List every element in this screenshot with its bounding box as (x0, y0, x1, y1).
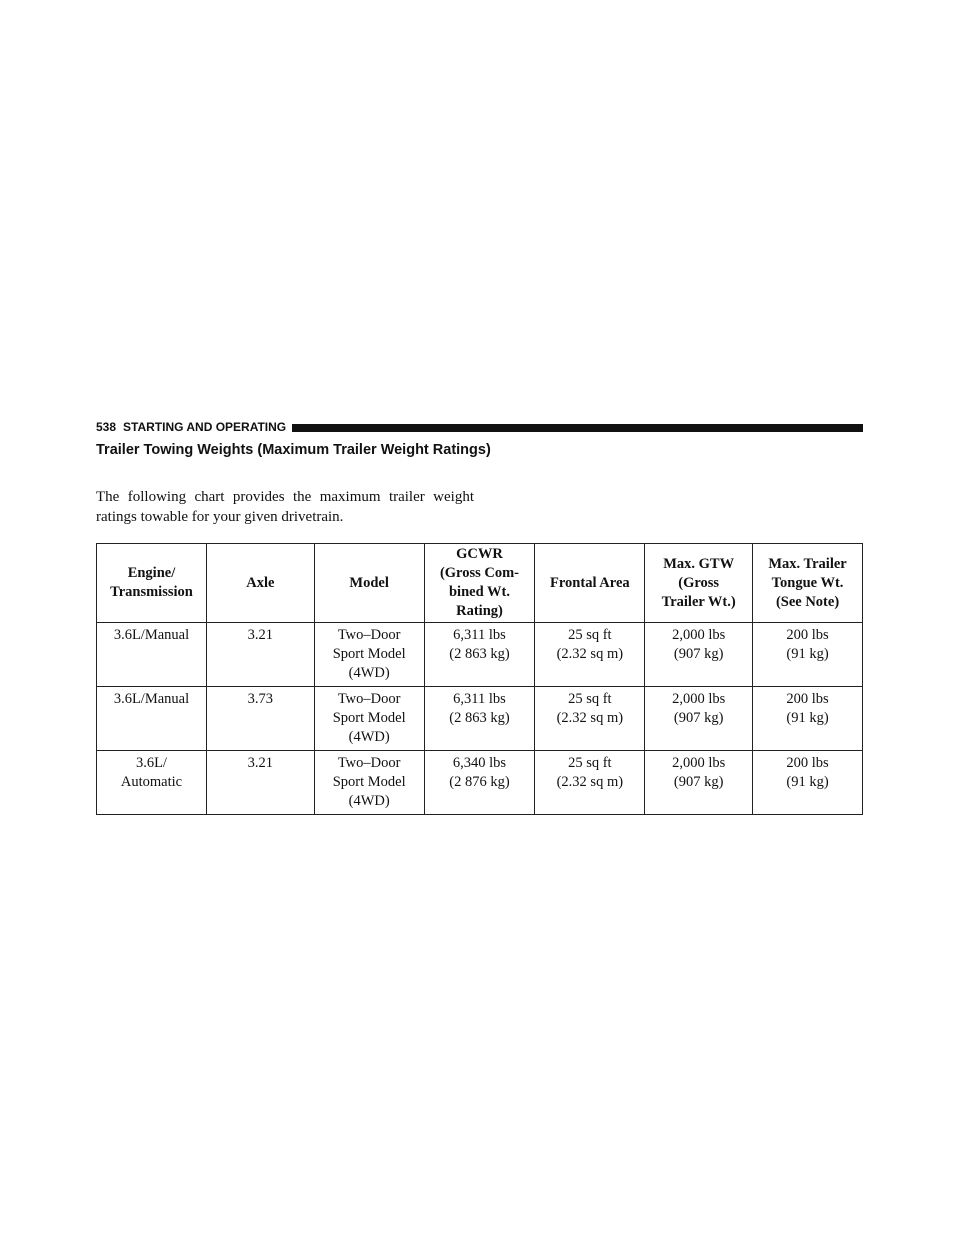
table-row (97, 623, 863, 687)
table-cell: 3.6L/Manual (97, 623, 207, 687)
table-cell: 3.73 (206, 687, 314, 751)
table-cell: 6,311 lbs (2 863 kg) (424, 623, 535, 687)
table-cell: 2,000 lbs (907 kg) (645, 687, 753, 751)
section-title: STARTING AND OPERATING (123, 420, 287, 434)
table-cell: Two–Door Sport Model (4WD) (314, 687, 424, 751)
table-cell: 25 sq ft (2.32 sq m) (535, 751, 645, 815)
header-tongue-wt: Max. Trailer Tongue Wt. (See Note) (753, 544, 863, 623)
page-number: 538 (96, 420, 117, 434)
towing-weights-table (96, 543, 863, 815)
page-title: Trailer Towing Weights (Maximum Trailer Weight Ratings) (96, 442, 491, 458)
header-axle: Axle (206, 544, 314, 623)
header-gcwr: GCWR (Gross Com- bined Wt. Rating) (424, 544, 535, 623)
table-header-row (97, 544, 863, 623)
table-cell: Two–Door Sport Model (4WD) (314, 751, 424, 815)
table-cell: 3.21 (206, 751, 314, 815)
table-row (97, 751, 863, 815)
table-row (97, 687, 863, 751)
table-cell: 200 lbs (91 kg) (753, 751, 863, 815)
intro-paragraph: The following chart provides the maximum trailer weight ratings towable for your given drivetrain. (96, 489, 474, 525)
table-cell: 2,000 lbs (907 kg) (645, 623, 753, 687)
header-engine: Engine/ Transmission (97, 544, 207, 623)
table-cell: 200 lbs (91 kg) (753, 623, 863, 687)
table-cell: 200 lbs (91 kg) (753, 687, 863, 751)
table-cell: 6,340 lbs (2 876 kg) (424, 751, 535, 815)
header-frontal-area: Frontal Area (535, 544, 645, 623)
table-cell: 6,311 lbs (2 863 kg) (424, 687, 535, 751)
header-max-gtw: Max. GTW (Gross Trailer Wt.) (645, 544, 753, 623)
table-cell: 3.6L/ Automatic (97, 751, 207, 815)
running-header (96, 421, 863, 434)
table-cell: 3.21 (206, 623, 314, 687)
table-cell: 2,000 lbs (907 kg) (645, 751, 753, 815)
table-cell: 25 sq ft (2.32 sq m) (535, 623, 645, 687)
header-model: Model (314, 544, 424, 623)
table-cell: 25 sq ft (2.32 sq m) (535, 687, 645, 751)
table-cell: 3.6L/Manual (97, 687, 207, 751)
table-cell: Two–Door Sport Model (4WD) (314, 623, 424, 687)
header-rule (292, 424, 863, 432)
